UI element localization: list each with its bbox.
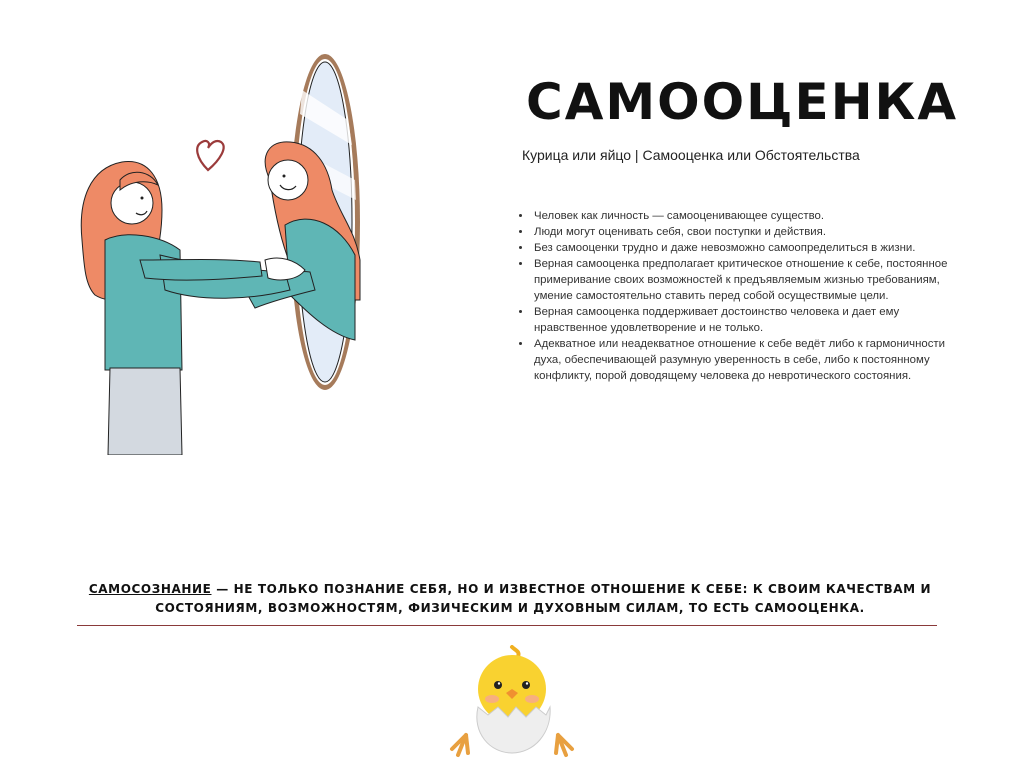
- mirror-illustration: [70, 50, 380, 455]
- chick-icon: [448, 645, 576, 763]
- list-item: • Адекватное или неадекватное отношение к себе ведёт либо к гармоничности духа, обеспечивающей разумную уверенность в себе, либо к постоянному конфликту, порой доводящему человека до невротического состояния.: [532, 336, 962, 384]
- definition-term: САМОСОЗНАНИЕ: [88, 582, 212, 596]
- page-title: САМООЦЕНКА: [526, 73, 959, 131]
- definition-text: — НЕ ТОЛЬКО ПОЗНАНИЕ СЕБЯ, НО И ИЗВЕСТНОЕ ОТНОШЕНИЕ К СЕБЕ: К СВОИМ КАЧЕСТВАМ И СОСТОЯНИЯМ, ВОЗМОЖНОСТЯМ, ФИЗИЧЕСКИМ И ДУХОВНЫМ СИЛАМ, ТО ЕСТЬ САМООЦЕНКА.: [155, 582, 932, 615]
- list-item: • Верная самооценка поддерживает достоинство человека и дает ему нравственное удовлетворение и не только.: [532, 304, 962, 336]
- mirror: [245, 54, 360, 390]
- divider: [77, 625, 937, 626]
- definition-quote: [80, 580, 940, 618]
- bullet-list: [512, 208, 962, 384]
- page-subtitle: Курица или яйцо | Самооценка или Обстоятельства: [522, 147, 860, 163]
- heart-icon: [197, 141, 223, 170]
- list-item: • Люди могут оценивать себя, свои поступки и действия.: [532, 224, 962, 240]
- list-item: • Верная самооценка предполагает критическое отношение к себе, постоянное примеривание своих возможностей к предъявляемым жизнью требованиям, умение самостоятельно ставить перед собой осуществимые цели.: [532, 256, 962, 304]
- list-item: • Без самооценки трудно и даже невозможно самоопределиться в жизни.: [532, 240, 962, 256]
- woman: [81, 161, 305, 455]
- list-item: • Человек как личность — самооценивающее существо.: [532, 208, 962, 224]
